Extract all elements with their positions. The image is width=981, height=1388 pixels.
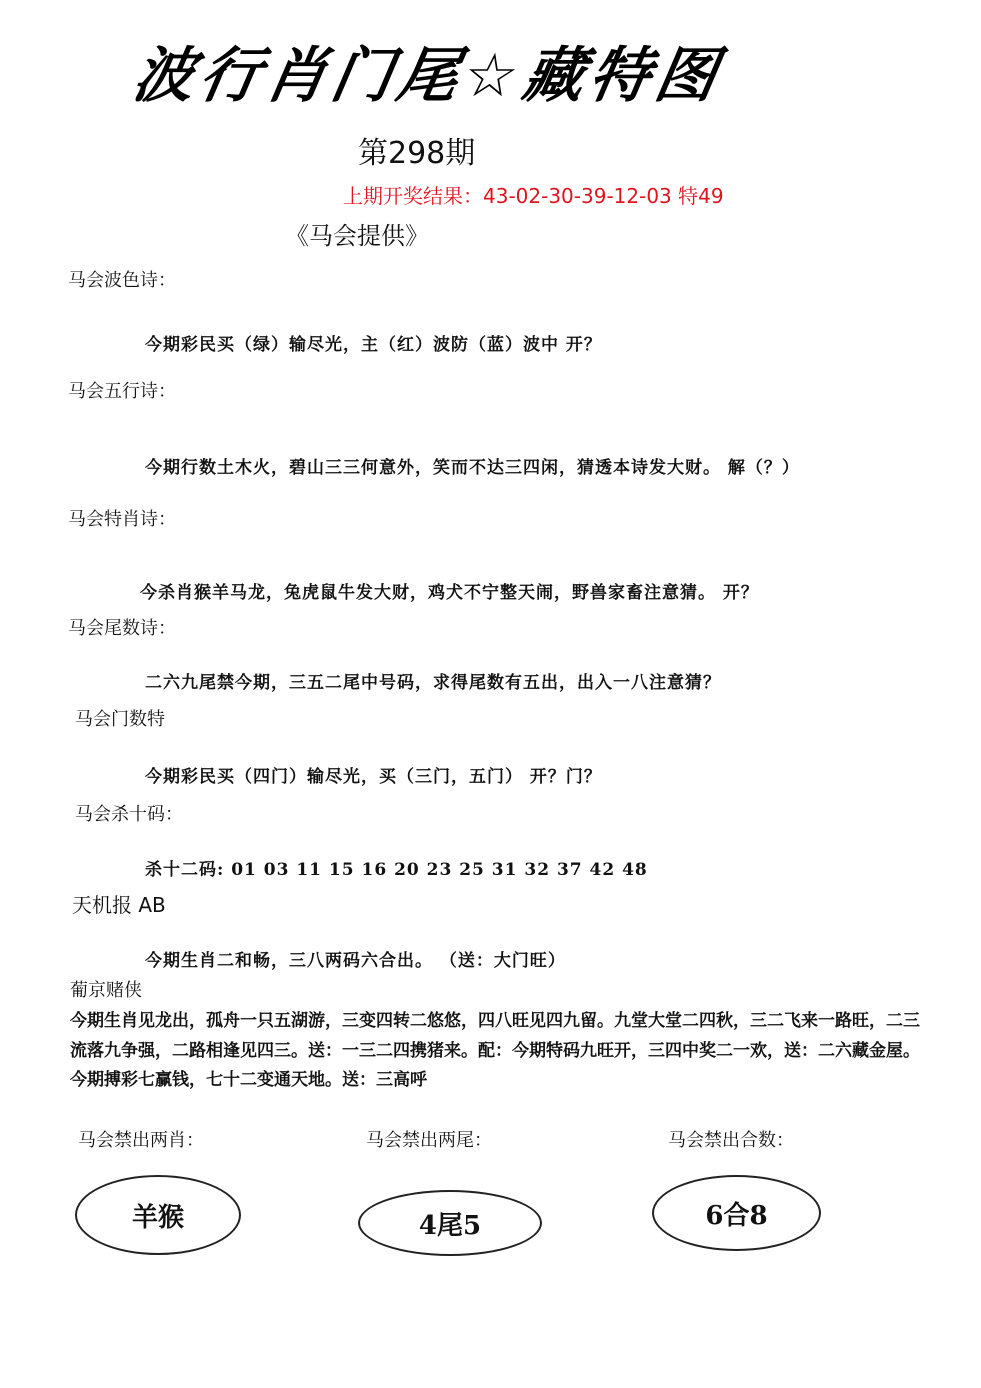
section-heading-door-number: 马会门数特 — [75, 709, 165, 730]
ban-zodiac-label: 马会禁出两肖： — [78, 1130, 204, 1151]
ban-tail-value: 4尾5 — [418, 1210, 482, 1241]
section-text-gamble: 今期生肖见龙出，孤舟一只五湖游，三变四转二悠悠，四八旺见四九留。九堂大堂二四秋，三二飞来一路旺，二三流落九争强，二路相逢见四三。送：一三二四携猪来。配：今期特码九旺开，三四中奖二一欢，送：二六藏金屋。今期搏彩七赢钱，七十二变通天地。送：三高呼 — [70, 1011, 920, 1090]
section-heading-wave-color: 马会波色诗： — [68, 270, 176, 291]
ban-sum-ellipse — [652, 1175, 821, 1251]
section-text-tail-number: 二六九尾禁今期，三五二尾中号码，求得尾数有五出，出入一八注意猜？ — [145, 673, 721, 693]
section-text-special-zodiac: 今杀肖猴羊马龙，兔虎鼠牛发大财，鸡犬不宁整天闹，野兽家畜注意猜。 开？ — [140, 583, 759, 603]
section-text-tianji: 今期生肖二和畅，三八两码六合出。 （送：大门旺） — [145, 951, 566, 971]
last-draw-result: 上期开奖结果：43-02-30-39-12-03 特49 — [343, 184, 724, 208]
section-heading-special-zodiac: 马会特肖诗： — [68, 509, 176, 530]
section-heading-five-elements: 马会五行诗： — [68, 381, 176, 402]
section-text-five-elements: 今期行数土木火，碧山三三何意外，笑而不达三四闲，猜透本诗发大财。 解（？） — [145, 458, 800, 478]
page-title: 波行肖门尾☆藏特图 — [127, 41, 729, 111]
provider-label: 《马会提供》 — [285, 222, 429, 250]
section-text-wave-color: 今期彩民买（绿）输尽光，主（红）波防（蓝）波中 开？ — [145, 335, 602, 355]
ban-sum-label: 马会禁出合数： — [668, 1130, 794, 1151]
ban-sum-value: 6合8 — [705, 1200, 768, 1231]
section-text-door-number: 今期彩民买（四门）输尽光，买（三门，五门） 开？门？ — [145, 767, 602, 787]
section-heading-kill-ten: 马会杀十码： — [75, 804, 183, 825]
issue-number: 第298期 — [358, 136, 476, 171]
section-heading-tianji: 天机报 AB — [72, 893, 166, 917]
ban-zodiac-value: 羊猴 — [131, 1202, 184, 1233]
ban-tail-ellipse — [358, 1190, 542, 1256]
section-heading-gamble: 葡京赌侠 — [70, 980, 142, 1001]
section-heading-tail-number: 马会尾数诗： — [68, 618, 176, 639]
section-text-kill-ten: 杀十二码: 01 03 11 15 16 20 23 25 31 32 37 42 48 — [145, 860, 648, 880]
ban-zodiac-ellipse — [75, 1175, 241, 1255]
ban-tail-label: 马会禁出两尾： — [366, 1130, 492, 1151]
